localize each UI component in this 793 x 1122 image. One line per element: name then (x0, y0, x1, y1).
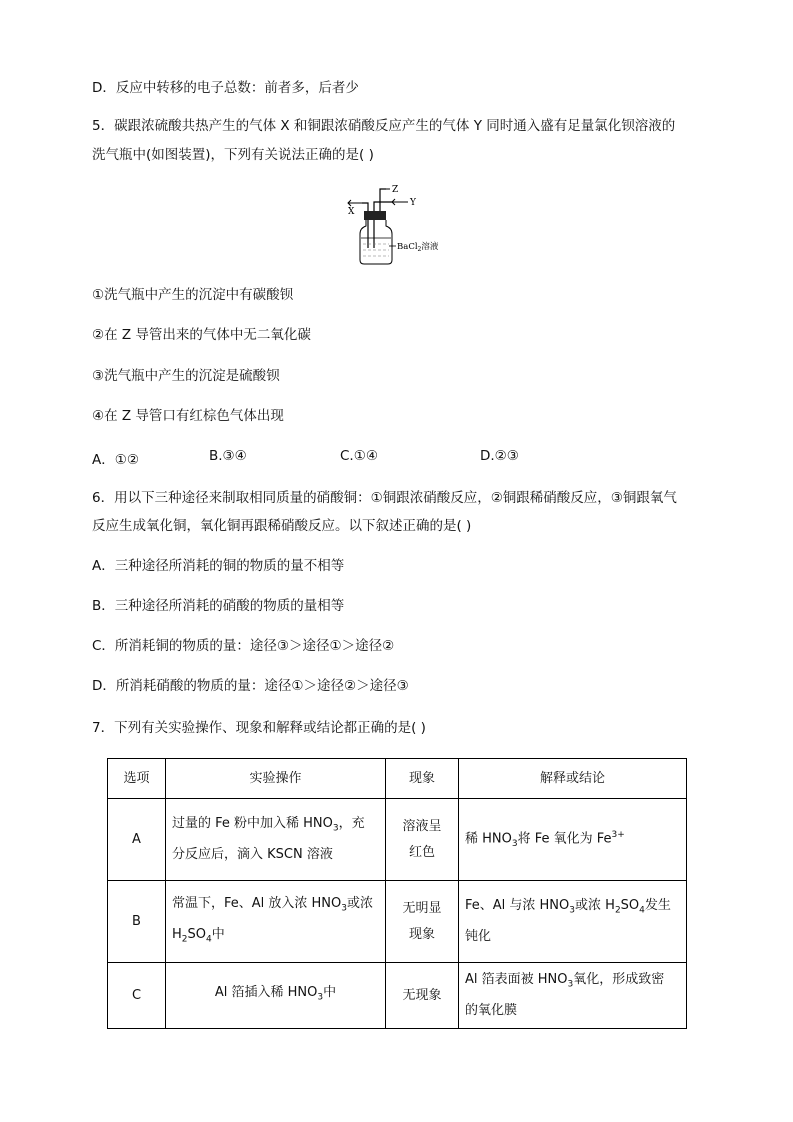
label-x: X (348, 207, 355, 217)
row-a-phenomenon: 溶液呈 红色 (386, 799, 459, 881)
header-phenomenon: 现象 (386, 759, 459, 799)
question-6-stem-line1: 6．用以下三种途径来制取相同质量的硝酸铜：①铜跟浓硝酸反应，②铜跟稀硝酸反应，③铜跟氧气 (92, 490, 677, 506)
experiment-table (107, 758, 687, 1029)
statement-1: ①洗气瓶中产生的沉淀中有碳酸钡 (92, 287, 294, 303)
table-header-row (108, 759, 687, 799)
q5-option-a[interactable]: A．①② (92, 452, 139, 468)
header-operation: 实验操作 (166, 759, 386, 799)
gas-washing-bottle-figure (340, 178, 460, 268)
row-b-option: B (108, 881, 166, 963)
table-row (108, 963, 687, 1029)
label-solution: BaCl$_2$溶液 (397, 242, 439, 253)
q5-option-d[interactable]: D.②③ (480, 448, 519, 464)
row-b-conclusion: Fe、Al 与浓 $HNO_3$或浓 $H_2SO_4$发生 钝化 (459, 881, 687, 963)
header-option: 选项 (108, 759, 166, 799)
q5-option-b[interactable]: B.③④ (209, 448, 247, 464)
row-a-operation: 过量的 Fe 粉中加入稀 $HNO_3$，充 分反应后，滴入 KSCN 溶液 (166, 799, 386, 881)
question-4-option-d: D．反应中转移的电子总数：前者多，后者少 (92, 80, 359, 96)
row-a-option: A (108, 799, 166, 881)
table-row (108, 881, 687, 963)
row-b-operation: 常温下，Fe、Al 放入浓 $HNO_3$或浓 $H_2SO_4$中 (166, 881, 386, 963)
row-c-option: C (108, 963, 166, 1029)
statement-4: ④在 Z 导管口有红棕色气体出现 (92, 408, 284, 424)
row-c-operation: Al 箔插入稀 $HNO_3$中 (166, 963, 386, 1029)
statement-3: ③洗气瓶中产生的沉淀是硫酸钡 (92, 368, 280, 384)
row-c-phenomenon: 无现象 (386, 963, 459, 1029)
q6-option-c[interactable]: C．所消耗铜的物质的量：途径③＞途径①＞途径② (92, 638, 395, 654)
q6-option-a[interactable]: A．三种途径所消耗的铜的物质的量不相等 (92, 558, 345, 574)
question-5-stem-line2: 洗气瓶中(如图装置)，下列有关说法正确的是( ) (92, 147, 374, 163)
row-a-conclusion: 稀 $HNO_3$将 Fe 氧化为 $Fe^{3+}$ (459, 799, 687, 881)
question-5-stem-line1: 5．碳跟浓硫酸共热产生的气体 X 和铜跟浓硝酸反应产生的气体 Y 同时通入盛有足量氯化钡溶液的 (92, 118, 676, 134)
row-b-phenomenon: 无明显 现象 (386, 881, 459, 963)
statement-2: ②在 Z 导管出来的气体中无二氧化碳 (92, 327, 311, 343)
row-c-conclusion: Al 箔表面被 $HNO_3$氧化，形成致密 的氧化膜 (459, 963, 687, 1029)
q5-option-c[interactable]: C.①④ (340, 448, 378, 464)
apparatus-diagram (340, 178, 460, 268)
q6-option-d[interactable]: D．所消耗硝酸的物质的量：途径①＞途径②＞途径③ (92, 678, 409, 694)
header-conclusion: 解释或结论 (459, 759, 687, 799)
label-y: Y (410, 198, 416, 208)
label-z: Z (392, 185, 399, 195)
question-7-stem: 7．下列有关实验操作、现象和解释或结论都正确的是( ) (92, 720, 426, 736)
q6-option-b[interactable]: B．三种途径所消耗的硝酸的物质的量相等 (92, 598, 345, 614)
question-6-stem-line2: 反应生成氧化铜，氧化铜再跟稀硝酸反应。以下叙述正确的是( ) (92, 518, 472, 534)
question-5-options (92, 448, 692, 468)
table-row (108, 799, 687, 881)
